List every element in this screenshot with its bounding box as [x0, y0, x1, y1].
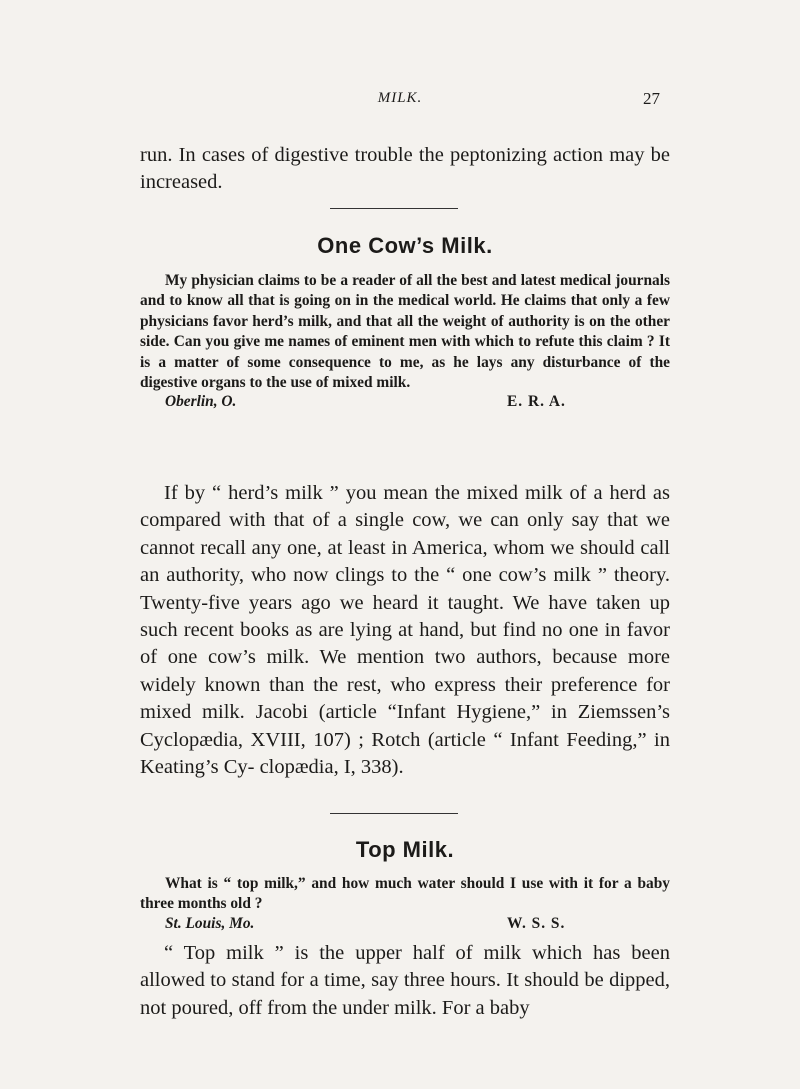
reader-letter-top-milk [140, 874, 670, 937]
signature-place: Oberlin, O. [165, 393, 237, 411]
answer-paragraph: “ Top milk ” is the upper half of milk which has been allowed to stand for a time, say three hours. It should be dipped, not poured, off from the under milk. For a baby [140, 942, 670, 1019]
signature-initials: W. S. S. [507, 914, 566, 932]
running-head [140, 84, 660, 114]
intro-paragraph: run. In cases of digestive trouble the peptonizing action may be increased. [140, 144, 670, 194]
letter-text: My physician claims to be a reader of all the best and latest medical journals and to know all that is going on in the medical world. He claims that only a few physicians favor herd’s milk, and that all the weight of authority is on the other side. Can you give me names of eminent men with which to refute this claim ? It is a matter of some consequence to me, as he lays any disturbance of the digestive organs to the use of mixed milk. [140, 272, 670, 392]
page-number: 27 [643, 89, 660, 108]
reader-letter-one-cows-milk [140, 271, 670, 415]
answer-one-cows-milk [140, 480, 670, 781]
letter-text: What is “ top milk,” and how much water should I use with it for a baby three months old ? [140, 875, 670, 913]
section-heading-top-milk: Top Milk. [355, 837, 455, 862]
answer-top-milk [140, 940, 670, 1022]
letter-signature [140, 915, 670, 937]
answer-paragraph: If by “ herd’s milk ” you mean the mixed milk of a herd as compared with that of a single cow, we can only say that we cannot recall any one, at least in America, whom we should call an authority, who now clings to the “ one cow’s milk ” theory. Twenty-five years ago we heard it taught. We have taken up such recent books as are lying at hand, but find no one in favor of one cow’s milk. We mention two authors, because more widely known than the rest, who express their preference for mixed milk. Jacobi (article “Infant Hygiene,” in Ziemssen’s Cyclopædia, XVIII, 107) ; Rotch (article “ Infant Feeding,” in Keating’s Cy- clopædia, I, 338). [140, 482, 670, 779]
signature-initials: E. R. A. [507, 393, 566, 411]
signature-place: St. Louis, Mo. [165, 914, 255, 932]
running-title: MILK. [377, 90, 423, 106]
intro-paragraph-block [140, 142, 670, 197]
section-divider [330, 813, 458, 814]
letter-signature [140, 393, 670, 415]
section-divider [330, 208, 458, 209]
section-heading-one-cows-milk: One Cow’s Milk. [317, 233, 493, 258]
